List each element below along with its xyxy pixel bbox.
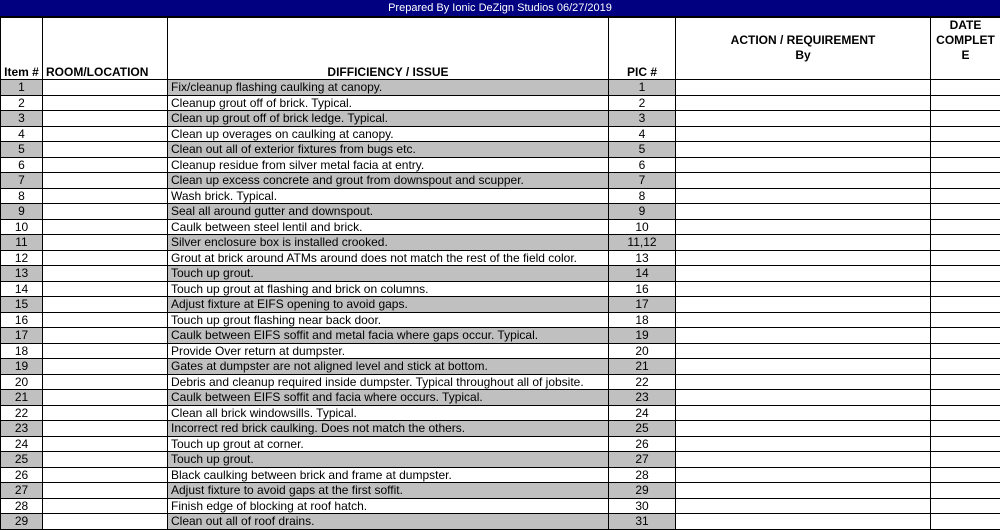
- action-requirement-cell[interactable]: [676, 452, 931, 468]
- pic-number-cell: 31: [609, 514, 676, 530]
- date-complete-cell[interactable]: [931, 421, 1000, 437]
- table-row: [1, 312, 1000, 328]
- item-number-cell: 5: [1, 142, 43, 158]
- issue-cell: Clean up grout off of brick ledge. Typical.: [168, 111, 609, 127]
- table-row: [1, 343, 1000, 359]
- issue-cell: Touch up grout flashing near back door.: [168, 312, 609, 328]
- room-location-cell[interactable]: [43, 173, 168, 189]
- issue-cell: Cleanup residue from silver metal facia at entry.: [168, 157, 609, 173]
- room-location-header: ROOM/LOCATION: [43, 18, 168, 80]
- action-requirement-cell[interactable]: [676, 281, 931, 297]
- pic-number-cell: 27: [609, 452, 676, 468]
- table-body: [1, 80, 1000, 530]
- room-location-cell[interactable]: [43, 157, 168, 173]
- item-number-cell: 20: [1, 374, 43, 390]
- table-row: [1, 95, 1000, 111]
- issue-cell: Caulk between EIFS soffit and facia where occurs. Typical.: [168, 390, 609, 406]
- pic-number-cell: 17: [609, 297, 676, 313]
- pic-number-cell: 22: [609, 374, 676, 390]
- table-row: [1, 436, 1000, 452]
- room-location-cell[interactable]: [43, 467, 168, 483]
- pic-number-cell: 19: [609, 328, 676, 344]
- pic-number-cell: 13: [609, 250, 676, 266]
- action-requirement-cell[interactable]: [676, 111, 931, 127]
- date-complete-cell[interactable]: [931, 328, 1000, 344]
- table-row: [1, 235, 1000, 251]
- date-complete-cell[interactable]: [931, 80, 1000, 96]
- item-number-cell: 19: [1, 359, 43, 375]
- item-number-cell: 22: [1, 405, 43, 421]
- action-requirement-cell[interactable]: [676, 126, 931, 142]
- item-number-cell: 27: [1, 483, 43, 499]
- action-requirement-cell[interactable]: [676, 80, 931, 96]
- pic-number-cell: 1: [609, 80, 676, 96]
- pic-number-cell: 3: [609, 111, 676, 127]
- issue-cell: Silver enclosure box is installed crooked.: [168, 235, 609, 251]
- pic-number-cell: 6: [609, 157, 676, 173]
- action-requirement-cell[interactable]: [676, 467, 931, 483]
- issue-cell: Touch up grout.: [168, 452, 609, 468]
- date-complete-cell[interactable]: [931, 250, 1000, 266]
- issue-cell: Fix/cleanup flashing caulking at canopy.: [168, 80, 609, 96]
- date-complete-cell[interactable]: [931, 483, 1000, 499]
- room-location-cell[interactable]: [43, 297, 168, 313]
- action-header-line1: ACTION / REQUIREMENT: [676, 33, 930, 48]
- pic-number-cell: 26: [609, 436, 676, 452]
- action-requirement-cell[interactable]: [676, 359, 931, 375]
- item-number-cell: 2: [1, 95, 43, 111]
- room-location-cell[interactable]: [43, 359, 168, 375]
- room-location-cell[interactable]: [43, 452, 168, 468]
- item-number-cell: 28: [1, 498, 43, 514]
- item-number-cell: 11: [1, 235, 43, 251]
- issue-cell: Touch up grout at corner.: [168, 436, 609, 452]
- issue-cell: Provide Over return at dumpster.: [168, 343, 609, 359]
- date-complete-cell[interactable]: [931, 436, 1000, 452]
- item-number-cell: 1: [1, 80, 43, 96]
- issue-cell: Gates at dumpster are not aligned level and stick at bottom.: [168, 359, 609, 375]
- table-row: [1, 157, 1000, 173]
- date-complete-cell[interactable]: [931, 111, 1000, 127]
- pic-number-cell: 23: [609, 390, 676, 406]
- action-requirement-cell[interactable]: [676, 266, 931, 282]
- issue-cell: Touch up grout at flashing and brick on columns.: [168, 281, 609, 297]
- issue-cell: Clean out all of roof drains.: [168, 514, 609, 530]
- issue-cell: Touch up grout.: [168, 266, 609, 282]
- action-requirement-cell[interactable]: [676, 95, 931, 111]
- table-row: [1, 374, 1000, 390]
- table-row: [1, 142, 1000, 158]
- date-complete-cell[interactable]: [931, 219, 1000, 235]
- item-number-cell: 25: [1, 452, 43, 468]
- pic-number-cell: 11,12: [609, 235, 676, 251]
- room-location-cell[interactable]: [43, 142, 168, 158]
- room-location-cell[interactable]: [43, 514, 168, 530]
- item-number-cell: 23: [1, 421, 43, 437]
- action-requirement-cell[interactable]: [676, 498, 931, 514]
- item-number-cell: 7: [1, 173, 43, 189]
- action-requirement-cell[interactable]: [676, 343, 931, 359]
- report-banner: Prepared By Ionic DeZign Studios 06/27/2019: [0, 0, 1000, 17]
- item-number-cell: 6: [1, 157, 43, 173]
- action-requirement-cell[interactable]: [676, 297, 931, 313]
- date-complete-cell[interactable]: [931, 359, 1000, 375]
- issue-cell: Finish edge of blocking at roof hatch.: [168, 498, 609, 514]
- issue-cell: Grout at brick around ATMs around does not match the rest of the field color.: [168, 250, 609, 266]
- table-row: [1, 204, 1000, 220]
- room-location-cell[interactable]: [43, 328, 168, 344]
- issue-cell: Clean out all of exterior fixtures from bugs etc.: [168, 142, 609, 158]
- pic-number-cell: 30: [609, 498, 676, 514]
- table-row: [1, 188, 1000, 204]
- table-row: [1, 281, 1000, 297]
- table-row: [1, 297, 1000, 313]
- issue-cell: Black caulking between brick and frame at dumpster.: [168, 467, 609, 483]
- date-complete-cell[interactable]: [931, 188, 1000, 204]
- room-location-cell[interactable]: [43, 498, 168, 514]
- action-requirement-cell[interactable]: [676, 390, 931, 406]
- issue-cell: Seal all around gutter and downspout.: [168, 204, 609, 220]
- date-header-line1: DATE: [931, 18, 1000, 33]
- pic-number-cell: 29: [609, 483, 676, 499]
- date-complete-cell[interactable]: [931, 452, 1000, 468]
- table-row: [1, 421, 1000, 437]
- action-requirement-cell[interactable]: [676, 219, 931, 235]
- item-number-cell: 24: [1, 436, 43, 452]
- date-complete-cell[interactable]: [931, 204, 1000, 220]
- room-location-cell[interactable]: [43, 266, 168, 282]
- date-complete-cell[interactable]: [931, 281, 1000, 297]
- action-requirement-cell[interactable]: [676, 142, 931, 158]
- room-location-cell[interactable]: [43, 250, 168, 266]
- pic-number-cell: 9: [609, 204, 676, 220]
- deficiency-table: [0, 17, 1000, 530]
- pic-number-cell: 8: [609, 188, 676, 204]
- room-location-cell[interactable]: [43, 405, 168, 421]
- item-number-cell: 10: [1, 219, 43, 235]
- room-location-cell[interactable]: [43, 390, 168, 406]
- action-requirement-cell[interactable]: [676, 436, 931, 452]
- issue-cell: Clean up excess concrete and grout from downspout and scupper.: [168, 173, 609, 189]
- item-number-cell: 9: [1, 204, 43, 220]
- item-number-cell: 4: [1, 126, 43, 142]
- item-number-cell: 12: [1, 250, 43, 266]
- item-number-cell: 13: [1, 266, 43, 282]
- room-location-cell[interactable]: [43, 436, 168, 452]
- action-requirement-cell[interactable]: [676, 173, 931, 189]
- table-row: [1, 250, 1000, 266]
- header-row: [1, 18, 1000, 80]
- issue-cell: Adjust fixture at EIFS opening to avoid gaps.: [168, 297, 609, 313]
- action-requirement-cell[interactable]: [676, 483, 931, 499]
- room-location-cell[interactable]: [43, 421, 168, 437]
- room-location-cell[interactable]: [43, 374, 168, 390]
- action-requirement-cell[interactable]: [676, 204, 931, 220]
- issue-cell: Wash brick. Typical.: [168, 188, 609, 204]
- table-row: [1, 111, 1000, 127]
- item-number-cell: 15: [1, 297, 43, 313]
- date-complete-cell[interactable]: [931, 297, 1000, 313]
- table-row: [1, 390, 1000, 406]
- date-complete-cell[interactable]: [931, 467, 1000, 483]
- date-complete-cell[interactable]: [931, 390, 1000, 406]
- pic-number-cell: 28: [609, 467, 676, 483]
- room-location-cell[interactable]: [43, 343, 168, 359]
- item-number-cell: 8: [1, 188, 43, 204]
- action-requirement-cell[interactable]: [676, 235, 931, 251]
- item-number-header: Item #: [1, 18, 43, 80]
- room-location-cell[interactable]: [43, 126, 168, 142]
- table-row: [1, 514, 1000, 530]
- issue-cell: Caulk between EIFS soffit and metal facia where gaps occur. Typical.: [168, 328, 609, 344]
- deficiency-issue-header: DIFFICIENCY / ISSUE: [168, 18, 609, 80]
- action-requirement-cell[interactable]: [676, 514, 931, 530]
- action-requirement-cell[interactable]: [676, 312, 931, 328]
- table-row: [1, 359, 1000, 375]
- room-location-cell[interactable]: [43, 483, 168, 499]
- table-row: [1, 173, 1000, 189]
- table-row: [1, 452, 1000, 468]
- action-requirement-cell[interactable]: [676, 328, 931, 344]
- room-location-cell[interactable]: [43, 204, 168, 220]
- table-row: [1, 405, 1000, 421]
- action-requirement-cell[interactable]: [676, 188, 931, 204]
- issue-cell: Incorrect red brick caulking. Does not match the others.: [168, 421, 609, 437]
- date-complete-cell[interactable]: [931, 142, 1000, 158]
- date-complete-cell[interactable]: [931, 498, 1000, 514]
- date-complete-cell[interactable]: [931, 173, 1000, 189]
- pic-number-cell: 10: [609, 219, 676, 235]
- date-complete-cell[interactable]: [931, 343, 1000, 359]
- date-complete-cell[interactable]: [931, 266, 1000, 282]
- item-number-cell: 16: [1, 312, 43, 328]
- date-header-line2: COMPLET: [931, 33, 1000, 48]
- item-number-cell: 18: [1, 343, 43, 359]
- room-location-cell[interactable]: [43, 219, 168, 235]
- issue-cell: Debris and cleanup required inside dumpster. Typical throughout all of jobsite.: [168, 374, 609, 390]
- action-requirement-cell[interactable]: [676, 157, 931, 173]
- date-complete-cell[interactable]: [931, 157, 1000, 173]
- issue-cell: Adjust fixture to avoid gaps at the first soffit.: [168, 483, 609, 499]
- date-complete-cell[interactable]: [931, 95, 1000, 111]
- item-number-cell: 14: [1, 281, 43, 297]
- item-number-cell: 26: [1, 467, 43, 483]
- table-row: [1, 80, 1000, 96]
- pic-number-cell: 16: [609, 281, 676, 297]
- date-complete-cell[interactable]: [931, 374, 1000, 390]
- room-location-cell[interactable]: [43, 95, 168, 111]
- room-location-cell[interactable]: [43, 235, 168, 251]
- issue-cell: Clean all brick windowsills. Typical.: [168, 405, 609, 421]
- date-complete-cell[interactable]: [931, 514, 1000, 530]
- pic-number-cell: 18: [609, 312, 676, 328]
- action-requirement-cell[interactable]: [676, 374, 931, 390]
- item-number-cell: 21: [1, 390, 43, 406]
- date-complete-cell[interactable]: [931, 312, 1000, 328]
- table-row: [1, 266, 1000, 282]
- table-row: [1, 219, 1000, 235]
- date-complete-header: [931, 18, 1000, 80]
- issue-cell: Caulk between steel lentil and brick.: [168, 219, 609, 235]
- action-requirement-cell[interactable]: [676, 250, 931, 266]
- pic-number-cell: 21: [609, 359, 676, 375]
- table-row: [1, 126, 1000, 142]
- pic-number-cell: 4: [609, 126, 676, 142]
- action-requirement-cell[interactable]: [676, 405, 931, 421]
- item-number-cell: 17: [1, 328, 43, 344]
- room-location-cell[interactable]: [43, 281, 168, 297]
- room-location-cell[interactable]: [43, 80, 168, 96]
- room-location-cell[interactable]: [43, 111, 168, 127]
- room-location-cell[interactable]: [43, 312, 168, 328]
- pic-number-cell: 20: [609, 343, 676, 359]
- item-number-cell: 3: [1, 111, 43, 127]
- pic-number-cell: 7: [609, 173, 676, 189]
- pic-number-cell: 5: [609, 142, 676, 158]
- pic-number-cell: 2: [609, 95, 676, 111]
- issue-cell: Clean up overages on caulking at canopy.: [168, 126, 609, 142]
- table-row: [1, 328, 1000, 344]
- pic-number-header: PIC #: [609, 18, 676, 80]
- pic-number-cell: 24: [609, 405, 676, 421]
- action-header-line2: By: [676, 48, 930, 63]
- action-requirement-cell[interactable]: [676, 421, 931, 437]
- table-row: [1, 467, 1000, 483]
- table-row: [1, 498, 1000, 514]
- pic-number-cell: 14: [609, 266, 676, 282]
- table-row: [1, 483, 1000, 499]
- date-complete-cell[interactable]: [931, 235, 1000, 251]
- pic-number-cell: 25: [609, 421, 676, 437]
- date-complete-cell[interactable]: [931, 405, 1000, 421]
- room-location-cell[interactable]: [43, 188, 168, 204]
- issue-cell: Cleanup grout off of brick. Typical.: [168, 95, 609, 111]
- action-requirement-header: [676, 18, 931, 80]
- item-number-cell: 29: [1, 514, 43, 530]
- date-complete-cell[interactable]: [931, 126, 1000, 142]
- date-header-line3: E: [931, 48, 1000, 63]
